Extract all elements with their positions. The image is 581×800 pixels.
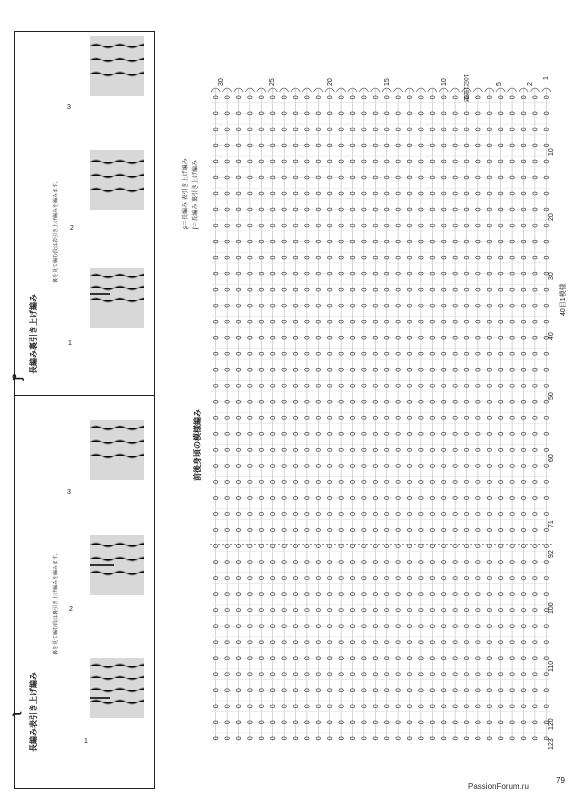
row-number: 20 — [327, 78, 334, 86]
stitch-symbols — [210, 88, 552, 743]
stitch-number: 123 — [548, 738, 555, 750]
stitch-number: 50 — [548, 392, 555, 400]
stitch-number: 71 — [548, 520, 555, 528]
symbol-back-post-icon: ʆ — [12, 374, 26, 381]
stitch-number: 10 — [548, 148, 555, 156]
legend-symbol: ʂ — [183, 226, 189, 229]
step-number: 1 — [84, 738, 88, 745]
row-number: 2 — [527, 82, 534, 86]
legend-item-front — [183, 158, 189, 229]
row-number: 25 — [269, 78, 276, 86]
stitch-number: 100 — [548, 602, 555, 614]
stitch-number: 110 — [548, 660, 555, 672]
step-photo — [90, 150, 144, 210]
chart-title: 前後身頃の模様編み — [193, 409, 202, 481]
legend-item-back — [193, 160, 199, 229]
legend-text: ＝長編み 表引き上げ編み — [183, 158, 189, 226]
step-number: 1 — [68, 340, 72, 347]
symbol-front-post-icon: ʅ — [12, 712, 26, 716]
row-number: 10 — [441, 78, 448, 86]
stitch-number: 20 — [548, 213, 555, 221]
step-photo — [90, 658, 144, 718]
panel-divider — [14, 395, 155, 396]
stitch-number: 92 — [548, 550, 555, 558]
stitch-number: 30 — [548, 272, 555, 280]
row-repeat-label: 10段1模様 — [462, 74, 468, 103]
legend-text: ＝長編み 裏引き上げ編み — [193, 159, 199, 228]
stitch-repeat-label: 40目1模様 — [560, 283, 567, 316]
step-number: 2 — [70, 225, 74, 232]
back-post-subtitle: 裏を見て編む段は表引き上げ編みを編みます。 — [53, 178, 59, 283]
row-number: 15 — [384, 78, 391, 86]
back-post-title: 長編み裏引き上げ編み — [29, 294, 38, 374]
row-number: 30 — [218, 78, 225, 86]
row-number: 1 — [543, 76, 550, 80]
stitch-number: 40 — [548, 332, 555, 340]
step-photo — [90, 36, 144, 96]
step-number: 2 — [69, 606, 73, 613]
front-post-subtitle: 裏を見て編む段は裏引き上げ編みを編みます。 — [53, 550, 59, 655]
stitch-number: 120 — [548, 718, 555, 730]
step-photo — [90, 420, 144, 480]
step-photo — [90, 535, 144, 595]
step-number: 3 — [67, 489, 71, 496]
row-number: 5 — [496, 82, 503, 86]
step-photo — [90, 268, 144, 328]
page-number: 79 — [556, 776, 565, 785]
stitch-chart — [210, 86, 552, 743]
step-number: 3 — [67, 104, 71, 111]
stitch-number: 60 — [548, 454, 555, 462]
front-post-title: 長編み表引き上げ編み — [29, 672, 38, 752]
watermark: PassionForum.ru — [468, 782, 529, 791]
legend-symbol: ʃ — [193, 227, 199, 229]
